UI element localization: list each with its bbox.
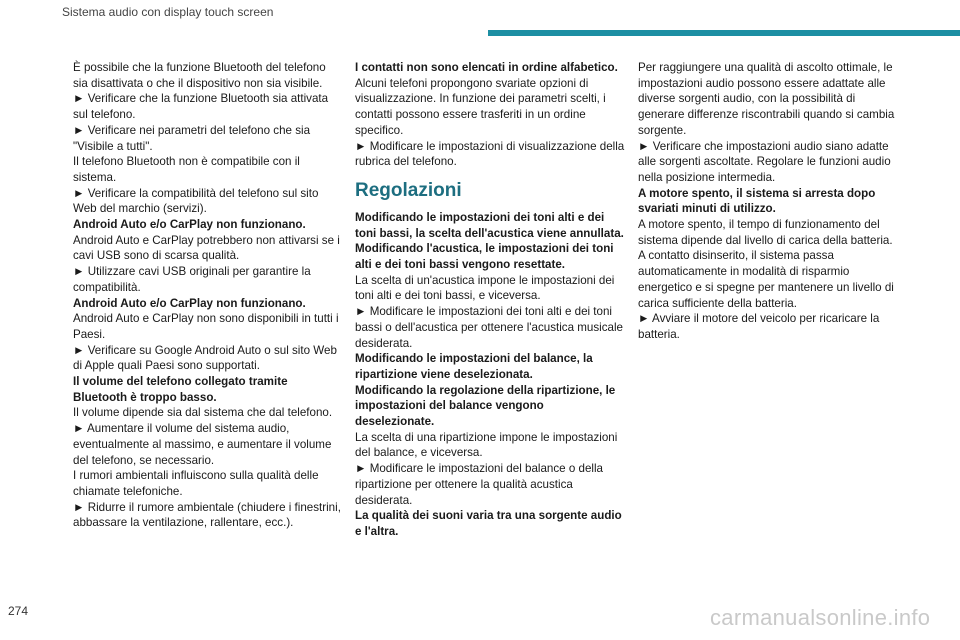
- paragraph: ► Modificare le impostazioni di visualizzazione della rubrica del telefono.: [355, 139, 625, 169]
- page-number: 274: [8, 604, 29, 618]
- paragraph: Il telefono Bluetooth non è compatibile con il sistema.: [73, 155, 300, 184]
- paragraph: Alcuni telefoni propongono svariate opzioni di visualizzazione. In funzione dei parametri scelti, i contatti possono essere trasferiti in un ordine specifico.: [355, 76, 606, 137]
- paragraph: ► Modificare le impostazioni del balance o della ripartizione per ottenere la qualità acustica desiderata.: [355, 462, 603, 507]
- column-2: [355, 60, 625, 540]
- paragraph: Android Auto e CarPlay potrebbero non attivarsi se i cavi USB sono di scarsa qualità.: [73, 233, 340, 263]
- paragraph: Android Auto e/o CarPlay non funzionano.: [73, 218, 306, 232]
- paragraph: A contatto disinserito, il sistema passa automaticamente in modalità di risparmio energetico e si spegne per mantenere un livello di carica sufficiente della batteria.: [638, 249, 894, 310]
- paragraph: Android Auto e CarPlay non sono disponibili in tutti i Paesi.: [73, 312, 339, 341]
- paragraph: ► Verificare su Google Android Auto o sul sito Web di Apple quali Paesi sono supportati.: [73, 343, 337, 373]
- paragraph: La scelta di un'acustica impone le impostazioni dei toni alti e dei toni bassi, e viceversa.: [355, 273, 615, 303]
- paragraph: Il volume dipende sia dal sistema che dal telefono.: [73, 406, 333, 420]
- paragraph: È possibile che la funzione Bluetooth del telefono sia disattivata o che il dispositivo non sia visibile.: [73, 61, 326, 90]
- column-3: [638, 60, 902, 343]
- paragraph: Il volume del telefono collegato tramite Bluetooth è troppo basso.: [73, 375, 288, 404]
- paragraph: A motore spento, il sistema si arresta dopo svariati minuti di utilizzo.: [638, 186, 876, 216]
- paragraph: Modificando le impostazioni del balance, la ripartizione viene deselezionata.: [355, 352, 593, 381]
- paragraph: ► Verificare la compatibilità del telefono sul sito Web del marchio (servizi).: [73, 186, 319, 216]
- paragraph: ► Verificare che impostazioni audio siano adatte alle sorgenti ascoltate. Regolare le funzioni audio nella posizione intermedia.: [638, 139, 891, 184]
- paragraph: Per raggiungere una qualità di ascolto ottimale, le impostazioni audio possono essere adattate alle diverse sorgenti audio, con la possibilità di generare differenze riscontrabili quando si cambia sorgente.: [638, 61, 895, 137]
- paragraph: ► Aumentare il volume del sistema audio, eventualmente al massimo, e aumentare il volume del telefono, se necessario.: [73, 422, 332, 467]
- header-title: Sistema audio con display touch screen: [62, 5, 274, 19]
- paragraph: La qualità dei suoni varia tra una sorgente audio e l'altra.: [355, 509, 622, 538]
- paragraph: I contatti non sono elencati in ordine alfabetico.: [355, 61, 618, 74]
- paragraph: La scelta di una ripartizione impone le impostazioni del balance, e viceversa.: [355, 430, 618, 460]
- section-heading: Regolazioni: [355, 179, 462, 201]
- paragraph: Modificando la regolazione della ripartizione, le impostazioni del balance vengono deselezionate.: [355, 383, 616, 429]
- header-accent-bar: [488, 30, 960, 36]
- paragraph: Android Auto e/o CarPlay non funzionano.: [73, 296, 306, 310]
- paragraph: Modificando l'acustica, le impostazioni dei toni alti e dei toni bassi vengono resettate.: [355, 242, 614, 272]
- paragraph: ► Ridurre il rumore ambientale (chiudere i finestrini, abbassare la ventilazione, rallentare, ecc.).: [73, 500, 341, 530]
- paragraph: ► Verificare nei parametri del telefono che sia "Visibile a tutti".: [73, 123, 311, 153]
- column-1: [73, 60, 341, 531]
- paragraph: ► Avviare il motore del veicolo per ricaricare la batteria.: [638, 312, 880, 341]
- watermark: carmanualsonline.info: [710, 605, 931, 630]
- paragraph: I rumori ambientali influiscono sulla qualità delle chiamate telefoniche.: [73, 469, 319, 498]
- paragraph: ► Verificare che la funzione Bluetooth sia attivata sul telefono.: [73, 92, 329, 122]
- paragraph: ► Utilizzare cavi USB originali per garantire la compatibilità.: [73, 265, 311, 294]
- paragraph: A motore spento, il tempo di funzionamento del sistema dipende dal livello di carica della batteria.: [638, 218, 893, 247]
- paragraph: ► Modificare le impostazioni dei toni alti e dei toni bassi o dell'acustica per ottenere l'acustica musicale desiderata.: [355, 305, 623, 350]
- paragraph: Modificando le impostazioni dei toni alti e dei toni bassi, la scelta dell'acustica viene annullata.: [355, 210, 624, 240]
